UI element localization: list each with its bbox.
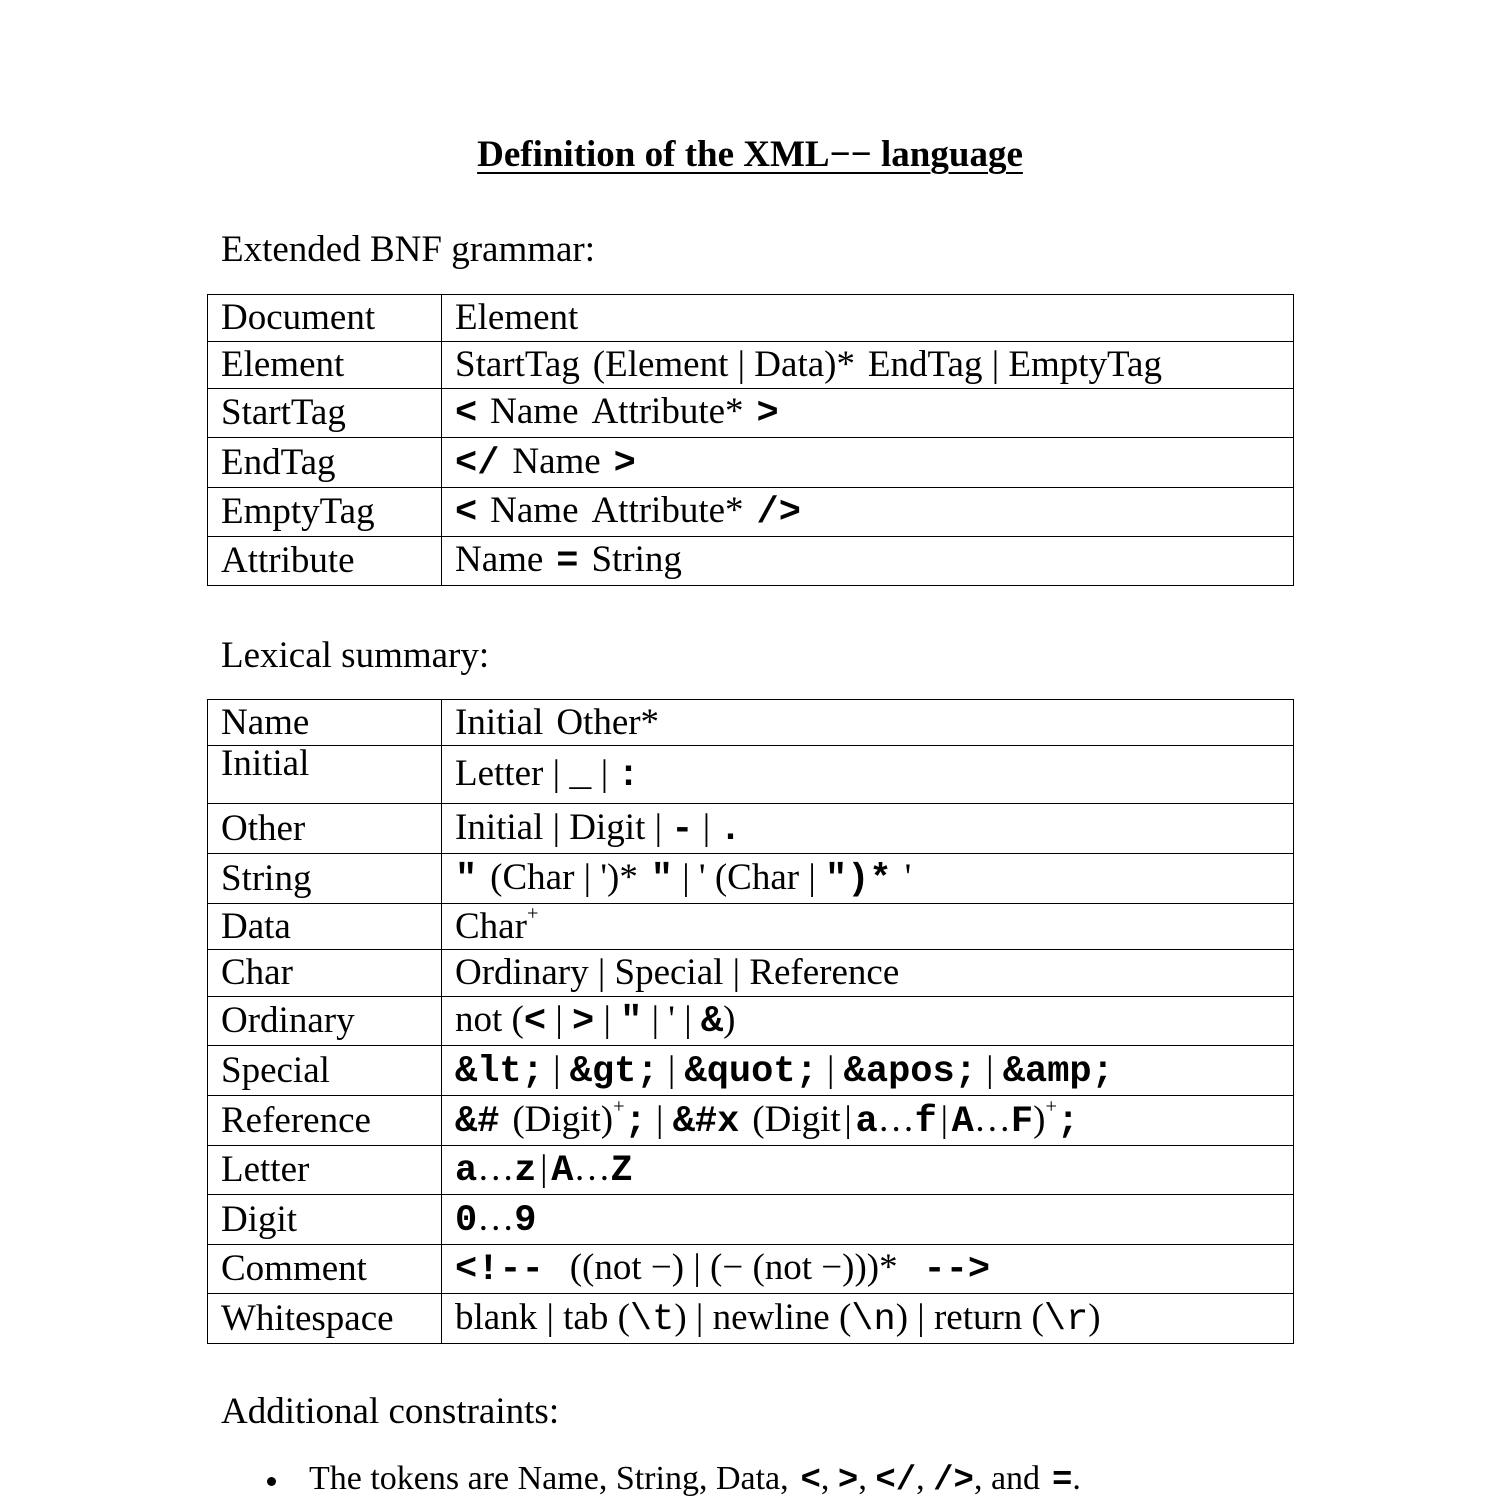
constraints-heading: Additional constraints: bbox=[221, 1391, 560, 1432]
rule-definition: not (< | > | " | ' | &) bbox=[442, 997, 1294, 1046]
rule-name: Comment bbox=[208, 1245, 442, 1294]
rule-name: Initial bbox=[208, 746, 442, 804]
grammar-row-attribute bbox=[208, 537, 1294, 586]
page-title: Definition of the XML−− language bbox=[477, 134, 1023, 175]
rule-definition: </ Name > bbox=[442, 438, 1294, 488]
grammar-row-emptytag bbox=[208, 488, 1294, 537]
list-item: The tokens are Name, String, Data, <, >, </, />, and =. bbox=[263, 1460, 1081, 1500]
constraints-list bbox=[263, 1460, 1081, 1500]
rule-name: Letter bbox=[208, 1146, 442, 1195]
rule-definition: 0…9 bbox=[442, 1195, 1294, 1245]
lexical-row-ordinary bbox=[208, 997, 1294, 1046]
rule-name: Document bbox=[208, 295, 442, 342]
lexical-row-other bbox=[208, 804, 1294, 854]
rule-definition: < Name Attribute* > bbox=[442, 389, 1294, 438]
rule-name: Reference bbox=[208, 1096, 442, 1146]
rule-name: Element bbox=[208, 342, 442, 389]
grammar-row-element bbox=[208, 342, 1294, 389]
rule-definition: <!-- ((not −) | (− (not −)))* --> bbox=[442, 1245, 1294, 1294]
lexical-row-string bbox=[208, 854, 1294, 904]
rule-definition: " (Char | ')* " | ' (Char | ")* ' bbox=[442, 854, 1294, 904]
rule-definition: &lt; | &gt; | &quot; | &apos; | &amp; bbox=[442, 1046, 1294, 1096]
rule-name: EmptyTag bbox=[208, 488, 442, 537]
lexical-table bbox=[207, 699, 1294, 1344]
rule-definition: StartTag (Element | Data)* EndTag | EmptyTag bbox=[442, 342, 1294, 389]
rule-definition: Letter | _ | : bbox=[442, 746, 1294, 804]
rule-name: Data bbox=[208, 904, 442, 950]
grammar-row-document bbox=[208, 295, 1294, 342]
grammar-row-endtag bbox=[208, 438, 1294, 488]
rule-name: String bbox=[208, 854, 442, 904]
rule-name: Special bbox=[208, 1046, 442, 1096]
rule-definition: Char+ bbox=[442, 904, 1294, 950]
rule-name: Whitespace bbox=[208, 1294, 442, 1344]
lexical-row-special bbox=[208, 1046, 1294, 1096]
lexical-row-digit bbox=[208, 1195, 1294, 1245]
lexical-row-comment bbox=[208, 1245, 1294, 1294]
lexical-row-reference bbox=[208, 1096, 1294, 1146]
grammar-table bbox=[207, 294, 1294, 586]
rule-definition: Element bbox=[442, 295, 1294, 342]
lexical-heading: Lexical summary: bbox=[221, 635, 490, 676]
rule-name: Attribute bbox=[208, 537, 442, 586]
rule-definition: blank | tab (\t) | newline (\n) | return (\r) bbox=[442, 1294, 1294, 1344]
lexical-row-char bbox=[208, 950, 1294, 997]
rule-definition: < Name Attribute* /> bbox=[442, 488, 1294, 537]
rule-name: Name bbox=[208, 700, 442, 746]
lexical-row-letter bbox=[208, 1146, 1294, 1195]
rule-name: Ordinary bbox=[208, 997, 442, 1046]
lexical-row-whitespace bbox=[208, 1294, 1294, 1344]
rule-definition: Name = String bbox=[442, 537, 1294, 586]
lexical-row-name bbox=[208, 700, 1294, 746]
lexical-row-initial bbox=[208, 746, 1294, 804]
rule-name: Other bbox=[208, 804, 442, 854]
rule-name: Digit bbox=[208, 1195, 442, 1245]
rule-definition: &# (Digit)+; | &#x (Digit|a…f|A…F)+; bbox=[442, 1096, 1294, 1146]
grammar-heading: Extended BNF grammar: bbox=[221, 229, 596, 270]
rule-definition: Initial | Digit | - | . bbox=[442, 804, 1294, 854]
rule-name: StartTag bbox=[208, 389, 442, 438]
rule-definition: Ordinary | Special | Reference bbox=[442, 950, 1294, 997]
rule-definition: Initial Other* bbox=[442, 700, 1294, 746]
lexical-row-data bbox=[208, 904, 1294, 950]
grammar-row-starttag bbox=[208, 389, 1294, 438]
rule-name: EndTag bbox=[208, 438, 442, 488]
rule-name: Char bbox=[208, 950, 442, 997]
rule-definition: a…z|A…Z bbox=[442, 1146, 1294, 1195]
